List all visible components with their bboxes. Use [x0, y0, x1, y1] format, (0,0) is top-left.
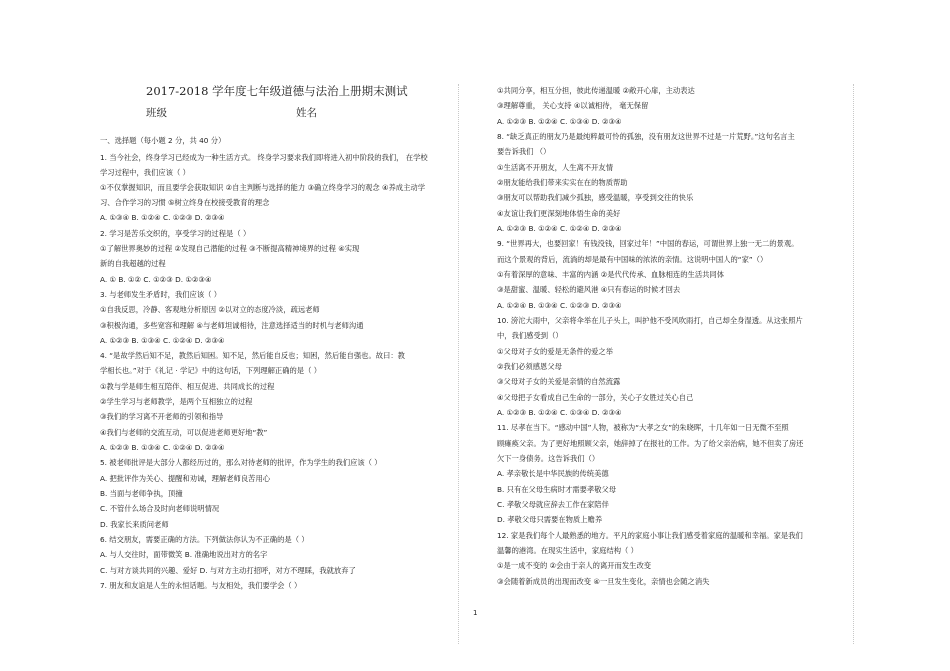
- text-line: 6. 结交朋友，需要正确的方法。下列做法你认为不正确的是（ ）: [100, 535, 309, 544]
- text-line: ②学生学习与老师教学，是两个互相独立的过程: [100, 397, 253, 406]
- text-line: ①不仅掌握知识，而且要学会获取知识 ②自主判断与选择的能力 ③确立终身学习的观念 ④养成主动学: [100, 183, 425, 192]
- text-line: 5. 被老师批评是大部分人都经历过的，那么对待老师的批评，作为学生的我们应该（ ）: [100, 458, 382, 467]
- text-line: 12. 家是我们每个人最熟悉的地方。平凡的家庭小事让我们感受着家庭的温暖和幸福。家是我们: [497, 531, 803, 540]
- column-divider-right: [853, 84, 854, 644]
- class-label: 班级: [146, 107, 167, 119]
- text-line: ③朋友可以帮助我们减少孤独，感受温暖，享受到交往的快乐: [497, 193, 694, 202]
- text-line: 9. “世界再大，也要回家！有钱没钱，回家过年！”中国的春运，可谓世界上独一无二的景观。: [497, 239, 799, 248]
- text-line: 7. 朋友和友谊是人生的永恒话题。与友相处，我们要学会（ ）: [100, 581, 302, 590]
- text-line: A. ①②③ B. ①③④ C. ①②④ D. ②③④: [100, 336, 225, 345]
- text-line: 顾瘫痪父亲。为了更好地照顾父亲，她辞掉了在报社的工作。为了给父亲治病，她不但卖了房还: [497, 439, 804, 448]
- text-line: 10. 滂沱大雨中，父亲将伞举在儿子头上，叫护他不受风吹雨打，自己却全身湿透。从这张照片: [497, 316, 803, 325]
- text-line: 而这个景观的背后，流淌的却是最有中国味的浓浓的亲情。这说明中国人的“家”（）: [497, 255, 768, 264]
- text-line: ③父母对子女的关爱是亲情的自然流露: [497, 377, 621, 386]
- text-line: A. 孝亲敬长是中华民族的传统美德: [497, 469, 609, 478]
- text-line: 2. 学习是苦乐交织的，享受学习的过程是（ ）: [100, 229, 251, 238]
- text-line: 温馨的港湾。在现实生活中，家庭结构（ ）: [497, 546, 638, 555]
- text-line: 3. 与老师发生矛盾时，我们应该（ ）: [100, 290, 222, 299]
- text-line: 1. 当今社会，终身学习已经成为一种生活方式。 终身学习要求我们即将进入初中阶段的我们， 在学校: [100, 153, 428, 162]
- text-line: A. ① B. ①② C. ①②③ D. ①②③④: [100, 275, 212, 284]
- text-line: ①了解世界奥妙的过程 ②发现自己潜能的过程 ③不断提高精神境界的过程 ④实现: [100, 244, 360, 253]
- text-line: 一、选择题（每小题 2 分，共 40 分）: [100, 136, 226, 145]
- text-line: 习、合作学习的习惯 ⑤树立终身在校接受教育的理念: [100, 198, 270, 207]
- text-line: 学习过程中，我们应该（ ）: [100, 168, 190, 177]
- text-line: ①父母对子女的爱是无条件的爱之举: [497, 347, 613, 356]
- text-line: C. 不管什么场合及时向老师说明情况: [100, 504, 220, 513]
- column-divider-left: [458, 84, 459, 644]
- text-line: A. ①②③ B. ①②④ C. ①③④ D. ②③④: [497, 408, 622, 417]
- text-line: 8. “缺乏真正的朋友乃是最纯粹最可怜的孤独，没有朋友这世界不过是一片荒野。”这句名言主: [497, 132, 795, 141]
- text-line: D. 孝敬父母只需要在物质上赡养: [497, 515, 603, 524]
- text-line: A. ①②③ B. ①②④ C. ①②④ D. ②③④: [497, 224, 622, 233]
- text-line: ③理解尊重， 关心支持 ④以诚相待， 毫无保留: [497, 101, 649, 110]
- page-number: 1: [473, 609, 478, 617]
- text-line: ④父母把子女看成自己生命的一部分，关心子女胜过关心自己: [497, 393, 694, 402]
- text-line: ①是一成不变的 ②会由于亲人的离开而发生改变: [497, 561, 652, 570]
- text-line: ①生活离不开朋友，人生离不开友情: [497, 163, 613, 172]
- text-line: B. 当面与老师争执，顶撞: [100, 489, 183, 498]
- text-line: A. ①②④ B. ①③④ C. ①②③ D. ②③④: [497, 301, 622, 310]
- text-line: A. ①②③ B. ①③④ C. ①②④ D. ②③④: [100, 443, 225, 452]
- text-line: D. 我家长来质问老师: [100, 520, 169, 529]
- text-line: 要告诉我们 （）: [497, 147, 551, 156]
- text-line: B. 只有在父母生病时才需要孝敬父母: [497, 485, 617, 494]
- text-line: ①自我反思，冷静、客观地分析原因 ②以对立的态度冷淡，疏远老师: [100, 305, 320, 314]
- text-line: ④友谊让我们更深刻地体悟生命的美好: [497, 209, 621, 218]
- text-line: ③积极沟通，多些宽容和理解 ④与老师坦诚相待，注意选择适当的时机与老师沟通: [100, 321, 364, 330]
- text-line: ②我们必须感恩父母: [497, 362, 562, 371]
- text-line: A. 与人交往时，面带微笑 B. 准确地说出对方的名字: [100, 550, 268, 559]
- text-line: 学相长也。”对于《礼记 · 学记》中的这句话，下列理解正确的是（ ）: [100, 366, 322, 375]
- text-line: ③是甜蜜、温暖、轻松的避风港 ④只有春运的时候才回去: [497, 285, 681, 294]
- text-line: C. 与对方谈共同的兴趣、爱好 D. 与对方主动打招呼，对方不理睬，我就放弃了: [100, 566, 356, 575]
- text-line: 中，我们感受到（）: [497, 331, 563, 340]
- exam-title: 2017-2018 学年度七年级道德与法治上册期末测试: [146, 84, 408, 98]
- text-line: ③会随着新成员的出现而改变 ④一旦发生变化，亲情也会随之消失: [497, 577, 710, 586]
- text-line: ②朋友能给我们带来实实在在的物质帮助: [497, 178, 628, 187]
- text-line: A. ①②③ B. ①②④ C. ①③④ D. ②③④: [497, 117, 622, 126]
- text-line: 11. 尽孝在当下。“感动中国”人物，被称为“大孝之女”的朱晓晖，十几年如一日无微不至照: [497, 423, 789, 432]
- text-line: ①教与学是师生相互陪伴、相互促进、共同成长的过程: [100, 382, 275, 391]
- text-line: A. ①③④ B. ①②④ C. ①②③ D. ②③④: [100, 213, 225, 222]
- text-line: ①有着深厚的意味、丰富的内涵 ②是代代传承、血脉相连的生活共同体: [497, 270, 725, 279]
- text-line: A. 把批评作为关心、提醒和劝诫，理解老师良苦用心: [100, 474, 271, 483]
- text-line: ④我们与老师的交流互动，可以促进老师更好地“教”: [100, 428, 268, 437]
- text-line: 欠下一身债务。这告诉我们（）: [497, 454, 600, 463]
- text-line: C. 孝敬父母就应辞去工作在家陪伴: [497, 500, 609, 509]
- text-line: ③我们的学习离不开老师的引领和指导: [100, 412, 224, 421]
- text-line: ①共同分享，相互分担，彼此传递温暖 ②敞开心扉，主动表达: [497, 86, 695, 95]
- text-line: 新的自我超越的过程: [100, 259, 166, 268]
- name-label: 姓名: [296, 107, 317, 119]
- text-line: 4. “是故学然后知不足，教然后知困。知不足，然后能自反也；知困，然后能自强也。故曰：教: [100, 351, 405, 360]
